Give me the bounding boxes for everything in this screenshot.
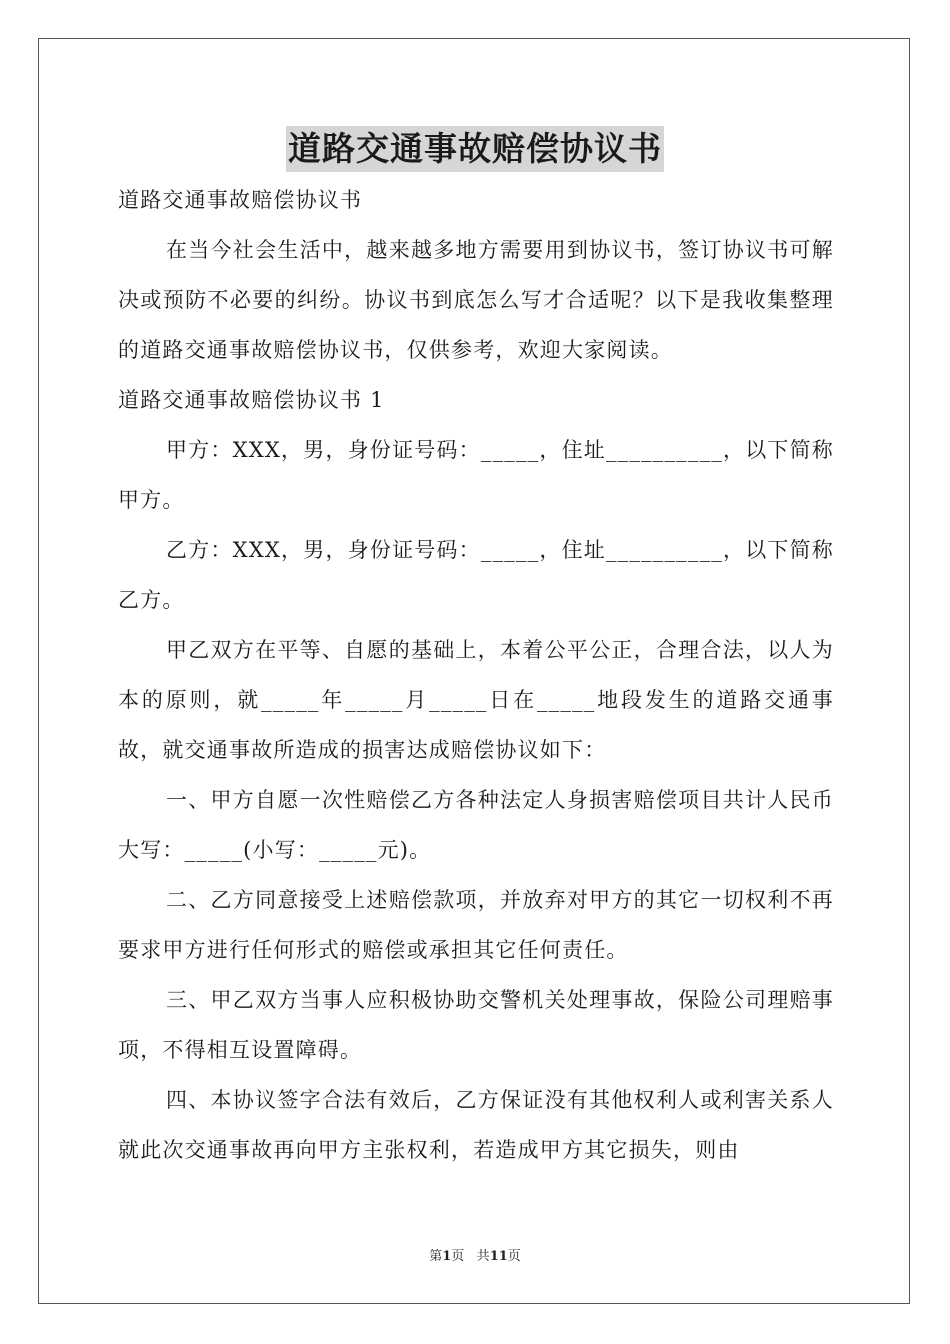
paragraph-subtitle: 道路交通事故赔偿协议书: [118, 188, 363, 212]
page-footer: [0, 1248, 950, 1266]
title-container: [0, 126, 950, 172]
document-body: [118, 175, 834, 1175]
footer-total-pages: 11: [489, 1249, 508, 1264]
paragraph-clause-3: 三、甲乙双方当事人应积极协助交警机关处理事故，保险公司理赔事项，不得相互设置障碍。: [118, 988, 834, 1062]
paragraph-section-heading: 道路交通事故赔偿协议书 1: [118, 388, 385, 412]
footer-total-unit: 页: [507, 1249, 521, 1264]
footer-total-prefix: 共: [476, 1249, 490, 1264]
paragraph-clause-1: 一、甲方自愿一次性赔偿乙方各种法定人身损害赔偿项目共计人民币大写：_____(小写：_____元)。: [118, 788, 834, 862]
paragraph-agreement-basis: 甲乙双方在平等、自愿的基础上，本着公平公正，合理合法，以人为本的原则，就_____年_____月_____日在_____地段发生的道路交通事故，就交通事故所造成的损害达成赔偿协议如下：: [118, 638, 834, 762]
footer-page-unit: 页: [451, 1249, 465, 1264]
document-title: 道路交通事故赔偿协议书: [286, 126, 664, 172]
paragraph-intro: 在当今社会生活中，越来越多地方需要用到协议书，签订协议书可解决或预防不必要的纠纷。协议书到底怎么写才合适呢？以下是我收集整理的道路交通事故赔偿协议书，仅供参考，欢迎大家阅读。: [118, 238, 834, 362]
paragraph-clause-2: 二、乙方同意接受上述赔偿款项，并放弃对甲方的其它一切权利不再要求甲方进行任何形式的赔偿或承担其它任何责任。: [118, 888, 834, 962]
footer-page-prefix: 第: [429, 1249, 443, 1264]
paragraph-party-a: 甲方：XXX，男，身份证号码：_____，住址__________，以下简称甲方。: [118, 438, 834, 512]
paragraph-clause-4: 四、本协议签字合法有效后，乙方保证没有其他权利人或利害关系人就此次交通事故再向甲方主张权利，若造成甲方其它损失，则由: [118, 1088, 834, 1162]
paragraph-party-b: 乙方：XXX，男，身份证号码：_____，住址__________，以下简称乙方。: [118, 538, 834, 612]
footer-page-number: 1: [442, 1249, 452, 1264]
